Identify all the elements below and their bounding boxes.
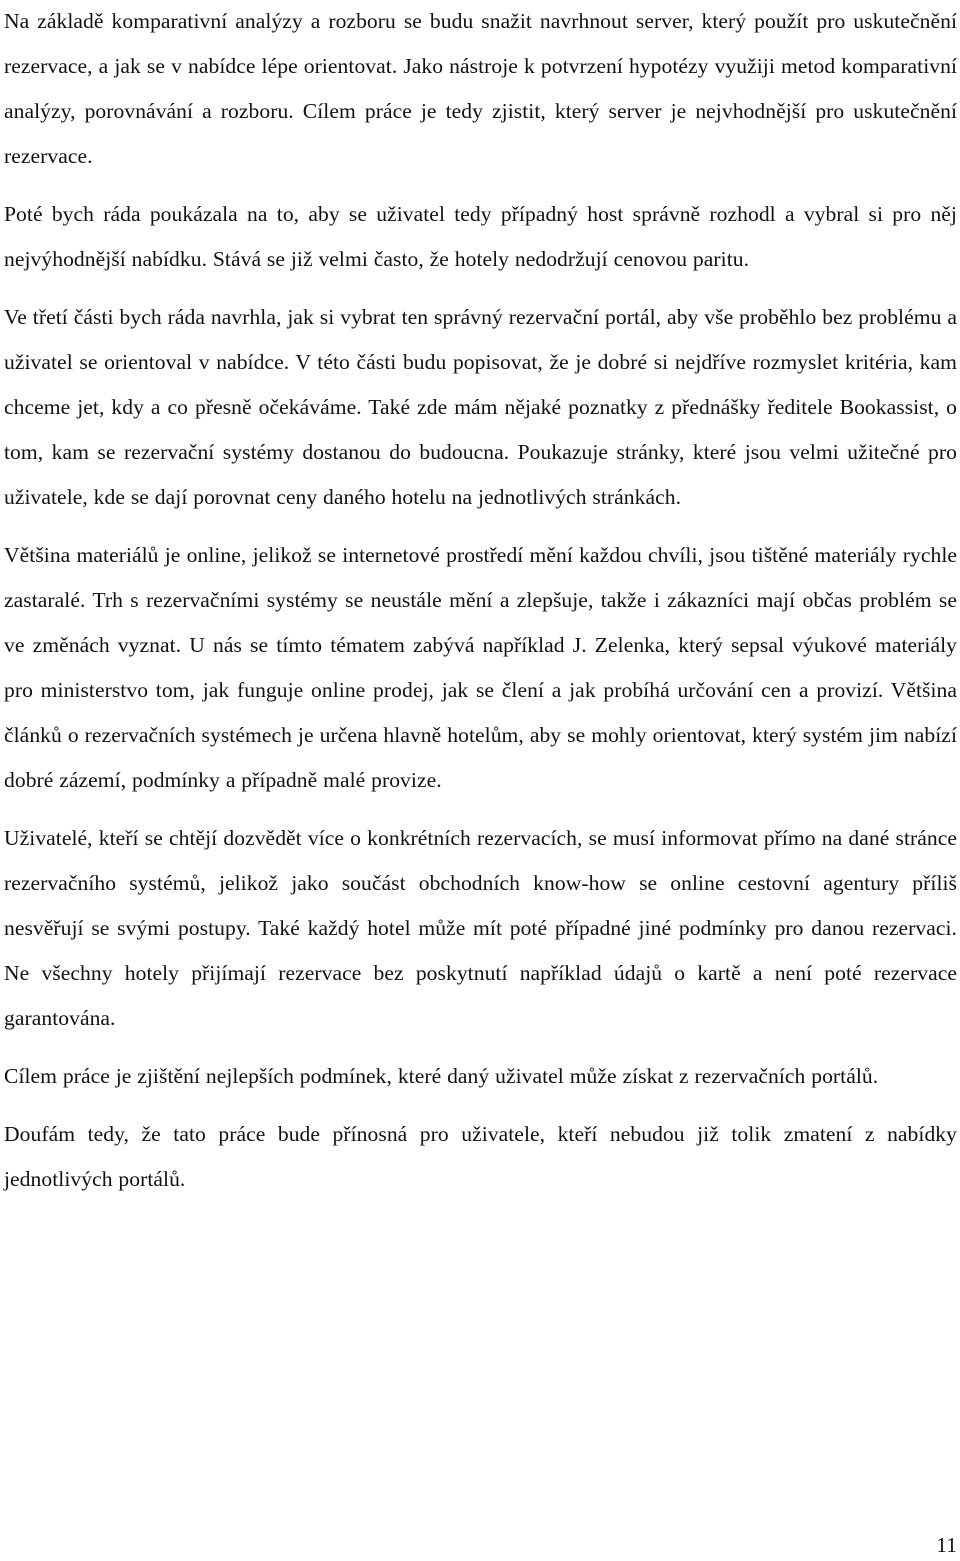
paragraph-materials: Většina materiálů je online, jelikož se internetové prostředí mění každou chvíli, jsou tištěné materiály rychle zastaralé. Trh s rezervačními systémy se neustále mění a zlepšuje, takže i zákazníci mají občas problém se ve změnách vyznat. U nás se tímto tématem zabývá například J. Zelenka, který sepsal výukové materiály pro ministerstvo tom, jak funguje online prodej, jak se člení a jak probíhá určování cen a provizí. Většina článků o rezervačních systémech je určena hlavně hotelům, aby se mohly orientovat, který systém jim nabízí dobré zázemí, podmínky a případně malé provize. <box>4 543 957 792</box>
paragraph-third-part: Ve třetí části bych ráda navrhla, jak si vybrat ten správný rezervační portál, aby vše proběhlo bez problému a uživatel se orientoval v nabídce. V této části budu popisovat, že je dobré si nejdříve rozmyslet kritéria, kam chceme jet, kdy a co přesně očekáváme. Také zde mám nějaké poznatky z přednášky ředitele Bookassist, o tom, kam se rezervační systémy dostanou do budoucna. Poukazuje stránky, které jsou velmi užitečné pro uživatele, kde se dají porovnat ceny daného hotelu na jednotlivých stránkách. <box>4 305 957 509</box>
paragraph-user-choice: Poté bych ráda poukázala na to, aby se uživatel tedy případný host správně rozhodl a vybral si pro něj nejvýhodnější nabídku. Stává se již velmi často, že hotely nedodržují cenovou paritu. <box>4 202 957 271</box>
paragraph-users-information: Uživatelé, kteří se chtějí dozvědět více o konkrétních rezervacích, se musí informovat přímo na dané stránce rezervačního systémů, jelikož jako součást obchodních know-how se online cestovní agentury příliš nesvěřují se svými postupy. Také každý hotel může mít poté případné jiné podmínky pro danou rezervaci. Ne všechny hotely přijímají rezervace bez poskytnutí například údajů o kartě a není poté rezervace garantována. <box>4 826 957 1030</box>
paragraph-goal: Cílem práce je zjištění nejlepších podmínek, které daný uživatel může získat z rezervačních portálů. <box>4 1064 879 1088</box>
paragraph-methods: Na základě komparativní analýzy a rozboru se budu snažit navrhnout server, který použít pro uskutečnění rezervace, a jak se v nabídce lépe orientovat. Jako nástroje k potvrzení hypotézy využiji metod komparativní analýzy, porovnávání a rozboru. Cílem práce je tedy zjistit, který server je nejvhodnější pro uskutečnění rezervace. <box>4 9 957 168</box>
paragraph-hope: Doufám tedy, že tato práce bude přínosná pro uživatele, kteří nebudou již tolik zmatení z nabídky jednotlivých portálů. <box>4 1122 957 1191</box>
page-number: 11 <box>936 1533 957 1557</box>
document-body <box>4 0 957 1215</box>
